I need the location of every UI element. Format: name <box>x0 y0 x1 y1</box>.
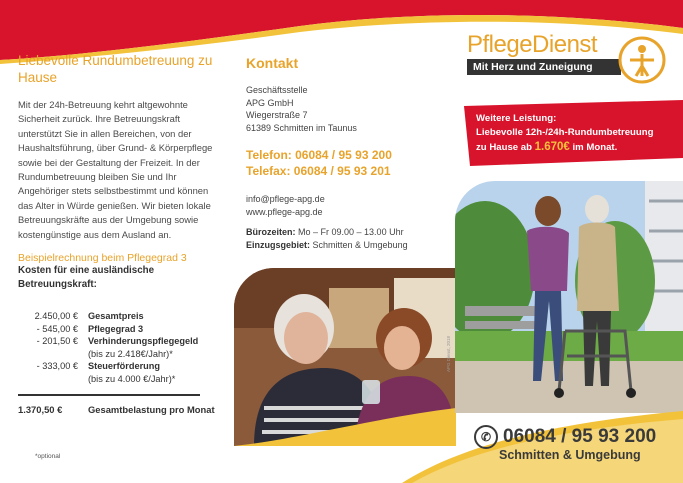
logo-name: PflegeDienst <box>467 31 598 58</box>
total-label: Gesamtbelastung pro Monat <box>88 404 215 415</box>
cost-label: Pflegegrad 3 <box>88 323 144 334</box>
banner-line3-pre: zu Hause ab <box>476 142 532 153</box>
logo-emblem-icon <box>618 36 666 84</box>
cost-row <box>18 335 208 360</box>
email-link[interactable]: info@pflege-apg.de <box>246 194 325 204</box>
footer-location: Schmitten & Umgebung <box>499 448 641 462</box>
cost-amount: 2.450,00 € <box>34 311 78 321</box>
area-label: Einzugsgebiet: <box>246 239 311 250</box>
total-divider <box>18 394 200 396</box>
footer-phone-number: 06084 / 95 93 200 <box>503 426 657 447</box>
cost-label: Gesamtpreis <box>88 311 144 321</box>
care-title: Liebevolle Rundumbetreuung zu Hause <box>18 53 213 85</box>
phone-icon: ✆ <box>474 425 498 449</box>
cost-label: Steuerförderung <box>88 361 160 371</box>
total-amount: 1.370,50 € <box>18 404 63 415</box>
example-heading: Beispielrechnung beim Pflegegrad 3 <box>18 252 187 265</box>
street: Wiegerstraße 7 <box>246 110 308 120</box>
web-link[interactable]: www.pflege-apg.de <box>246 206 323 217</box>
area-value: Schmitten & Umgebung <box>312 239 408 250</box>
city: 61389 Schmitten im Taunus <box>246 122 357 133</box>
costs-heading: Kosten für eine ausländische Betreuungskraft: <box>18 265 155 290</box>
hours-value: Mo – Fr 09.00 – 13.00 Uhr <box>298 227 404 237</box>
cost-row <box>18 310 208 323</box>
contact-column <box>246 55 436 251</box>
office-hours <box>246 226 436 239</box>
footer-phone[interactable] <box>474 425 656 449</box>
banner-line2: Liebevolle 12h-/24h-Rundumbetreuung <box>476 127 654 138</box>
cost-row <box>18 323 208 336</box>
cost-note: (bis zu 2.418€/Jahr)* <box>88 348 173 359</box>
banner-line3-post: im Monat. <box>572 142 618 153</box>
service-area <box>246 239 436 252</box>
cost-row <box>18 360 208 385</box>
walk-photo <box>455 181 683 413</box>
cost-amount: - 201,50 € <box>36 336 78 346</box>
cost-note: (bis zu 4.000 €/Jahr)* <box>88 373 176 384</box>
care-description: Mit der 24h-Betreuung kehrt altgewohnte Sicherheit zurück. Ihre Betreuungskraft unterstützt Sie in allen Bereichen, von der Haushaltsführung, über Grund- & Körperpflege sowie bei der Gestaltung der Freizeit. In der Rundumbetreuung bleiben Sie und Ihr Angehöriger stets selbstbestimmt und können das Alter in Würde genießen. Wir bieten lokale Betreuungskräfte aus der Umgebung sowie kostengünstige aus dem Ausland an. <box>18 99 213 240</box>
cost-table <box>18 310 208 385</box>
fax-number: Telefax: 06084 / 95 93 201 <box>246 163 391 178</box>
service-banner <box>460 100 683 166</box>
banner-text <box>476 112 654 155</box>
optional-note: *optional <box>35 453 61 460</box>
logo-tagline: Mit Herz und Zuneigung <box>467 59 621 75</box>
banner-price: 1.670€ <box>534 141 570 153</box>
cost-amount: - 545,00 € <box>36 323 78 334</box>
phone-number[interactable]: Telefon: 06084 / 95 93 200 <box>246 148 392 162</box>
care-info-column <box>18 52 214 291</box>
pflegedienst-logo <box>467 32 621 75</box>
cost-label: Verhinderungspflegegeld <box>88 336 199 346</box>
contact-title: Kontakt <box>246 55 299 71</box>
cost-amount: - 333,00 € <box>36 361 78 371</box>
hours-label: Bürozeiten: <box>246 227 296 237</box>
office-label: Geschäftsstelle <box>246 85 308 95</box>
total-row <box>18 404 215 415</box>
banner-line1: Weitere Leistung: <box>476 113 557 124</box>
company-name: APG GmbH <box>246 97 294 108</box>
photo-credit: APG Dienst, 2018 <box>446 335 451 372</box>
